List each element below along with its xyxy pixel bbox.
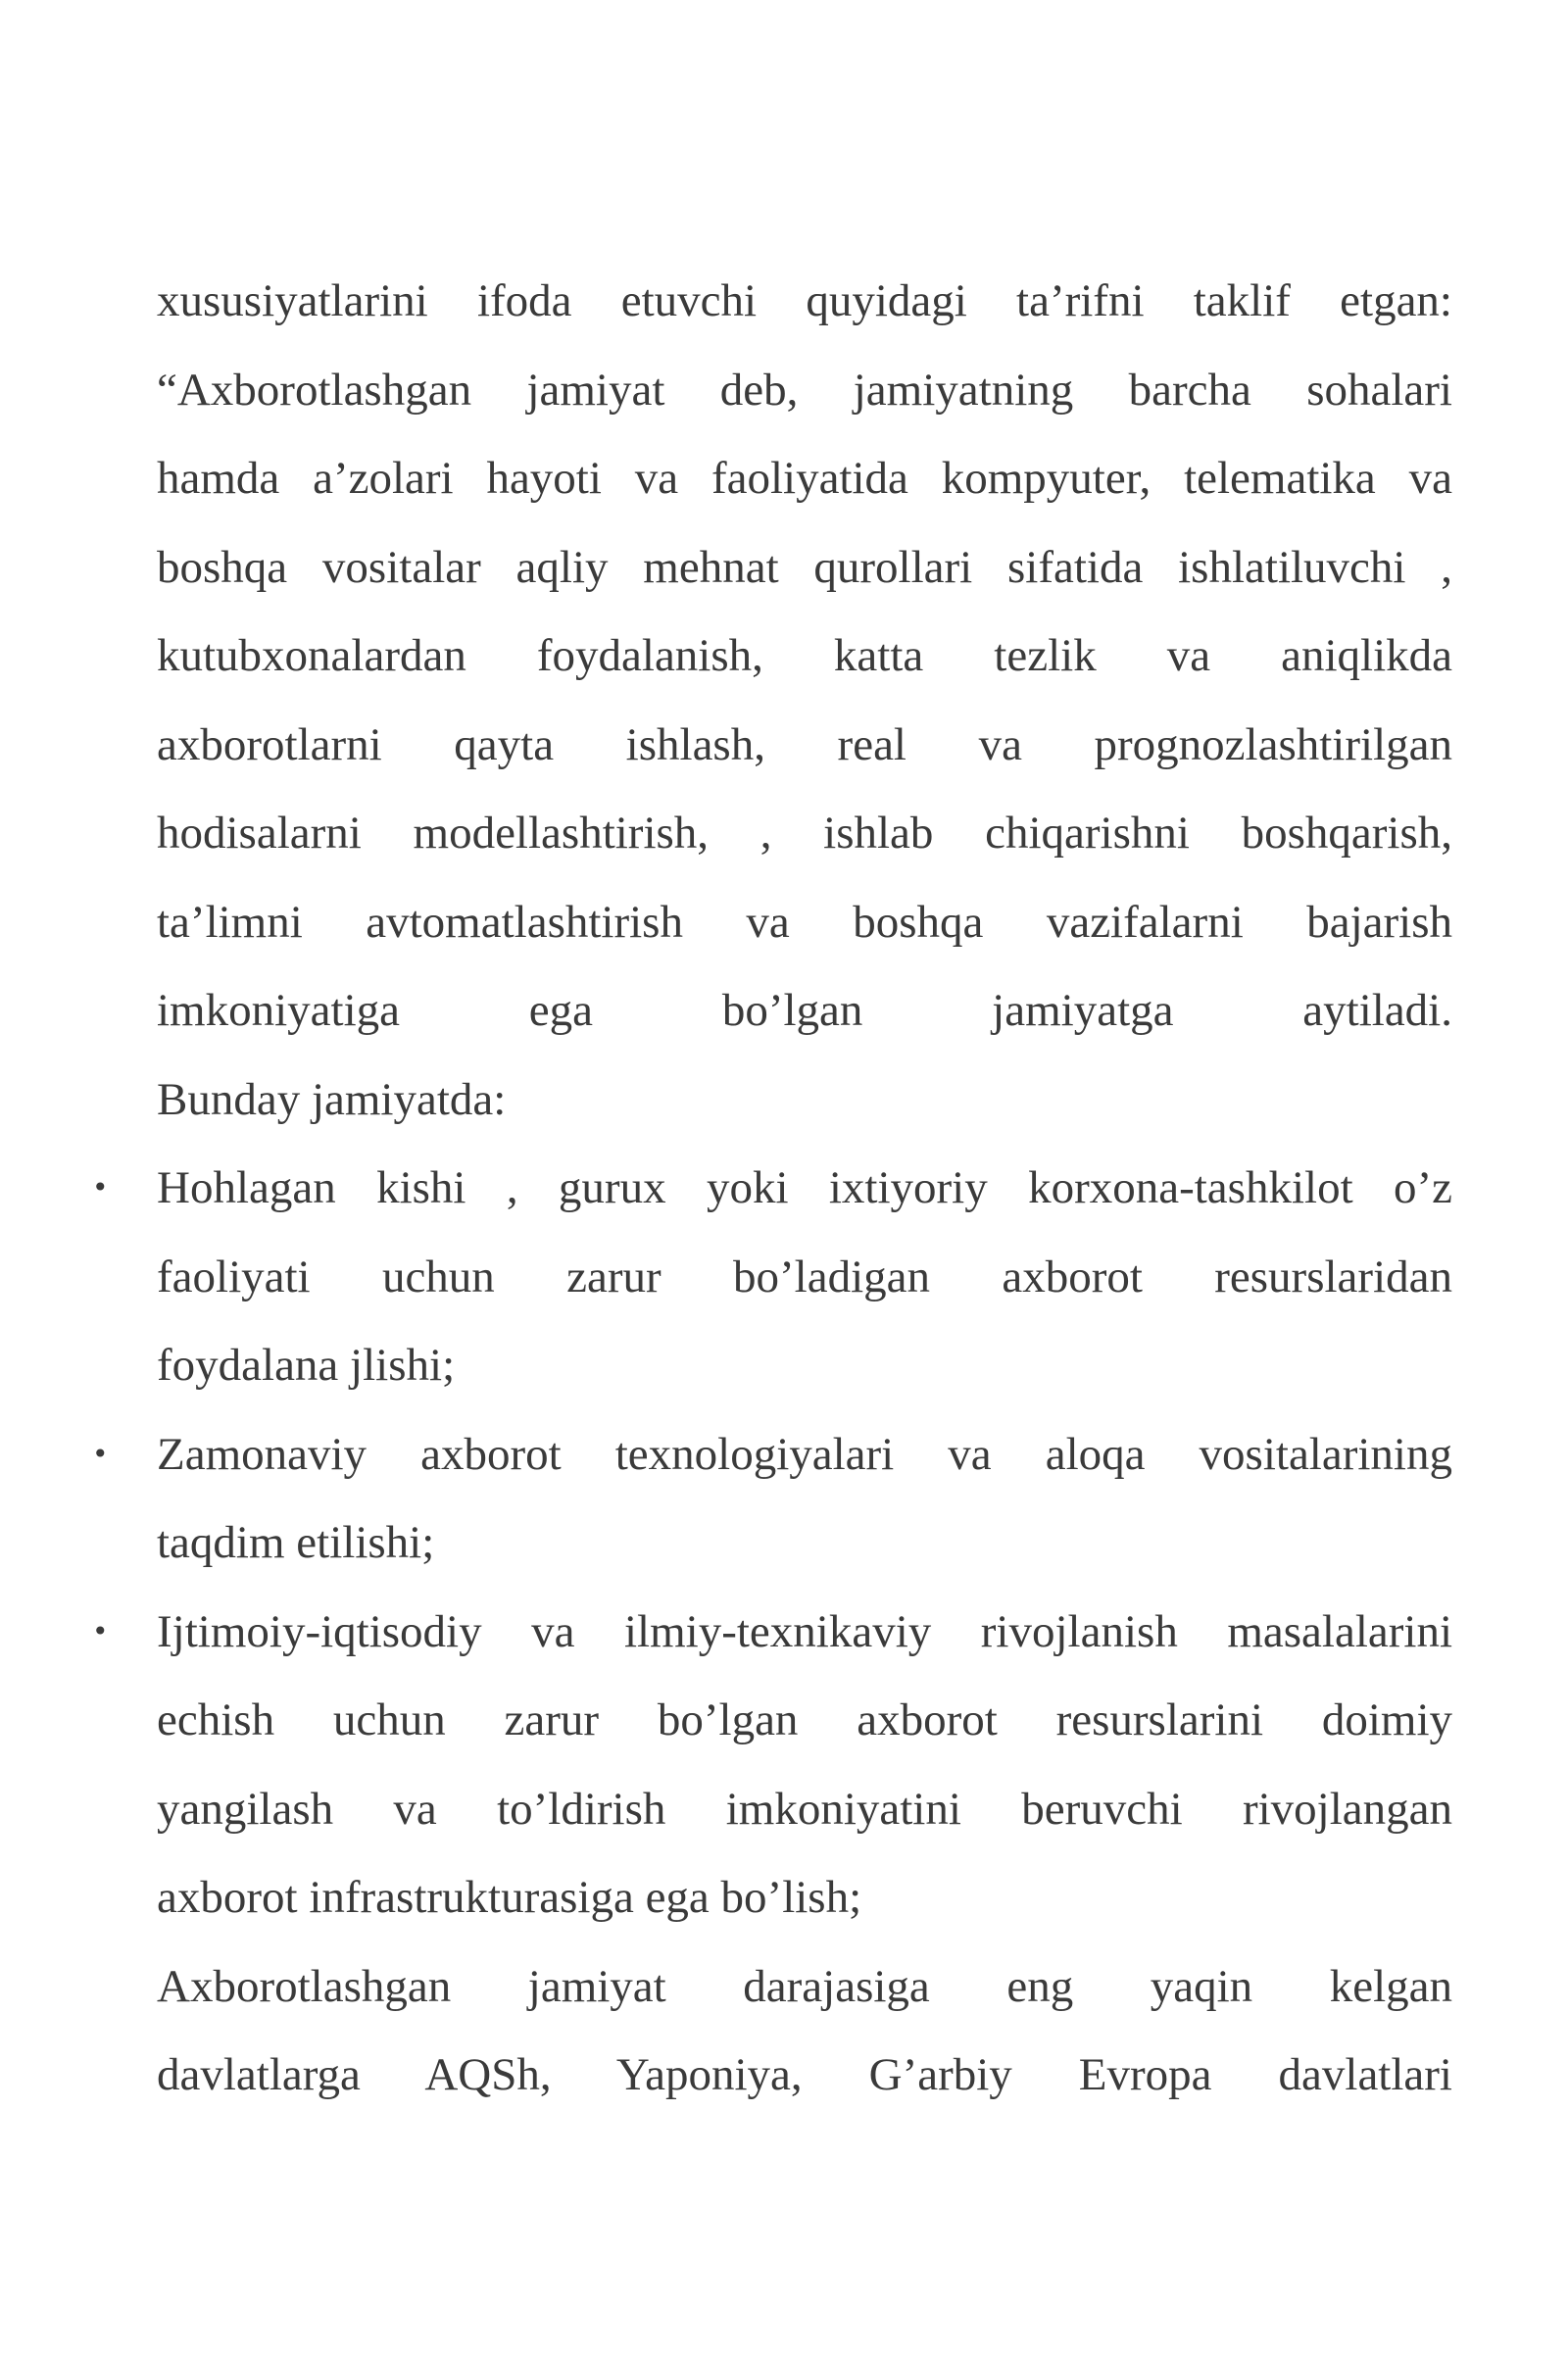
bullet-marker: • [92,1614,109,1647]
text-line: imkoniyatiga ega bo’lgan jamiyatga aytiladi. [157,985,1452,1036]
text-line: boshqa vositalar aqliy mehnat qurollari sifatida ishlatiluvchi , [157,541,1452,593]
text-line: ta’limni avtomatlashtirish va boshqa vazifalarni bajarish [157,896,1452,948]
text-line: kutubxonalardan foydalanish, katta tezlik va aniqlikda [157,630,1452,681]
list-item [92,1144,1452,1410]
bullet-list [92,1144,1452,1942]
text-line: echish uchun zarur bo’lgan axborot resurslarini doimiy [157,1694,1452,1745]
list-item [92,1588,1452,1942]
text-line: axborotlarni qayta ishlash, real va prognozlashtirilgan [157,718,1452,770]
text-line: “Axborotlashgan jamiyat deb, jamiyatning barcha sohalari [157,364,1452,416]
list-item-text: Ijtimoiy-iqtisodiy va ilmiy-texnikaviy rivojlanish masalalarini [157,1605,1452,1657]
text-line: davlatlarga AQSh, Yaponiya, G’arbiy Evropa davlatlari [157,2049,1452,2100]
text-line: Axborotlashgan jamiyat darajasiga eng yaqin kelgan [157,1960,1452,2012]
text-line: yangilash va to’ldirish imkoniyatini beruvchi rivojlangan [157,1783,1452,1835]
text-line: hamda a’zolari hayoti va faoliyatida kompyuter, telematika va [157,453,1452,504]
list-item-text: Hohlagan kishi , gurux yoki ixtiyoriy korxona-tashkilot o’z [157,1162,1452,1213]
list-item-text: Zamonaviy axborot texnologiyalari va aloqa vositalarining [157,1428,1452,1480]
text-line [92,1588,1452,1677]
bullet-marker: • [92,1437,109,1470]
text-line [92,1144,1452,1233]
text-line: foydalana jlishi; [157,1340,456,1391]
body-text [92,257,1452,2120]
text-line [92,1410,1452,1499]
paragraph-conclusion [157,1942,1452,2120]
text-line: faoliyati uchun zarur bo’ladigan axborot resurslaridan [157,1251,1452,1302]
list-item [92,1410,1452,1588]
paragraph-definition [157,257,1452,1144]
text-line: hodisalarni modellashtirish, , ishlab chiqarishni boshqarish, [157,808,1452,859]
text-line: taqdim etilishi; [157,1517,435,1568]
text-line: axborot infrastrukturasiga ega bo’lish; [157,1872,862,1923]
text-line: xususiyatlarini ifoda etuvchi quyidagi ta’rifni taklif etgan: [157,275,1452,326]
text-line: Bunday jamiyatda: [157,1073,507,1125]
bullet-marker: • [92,1171,109,1203]
